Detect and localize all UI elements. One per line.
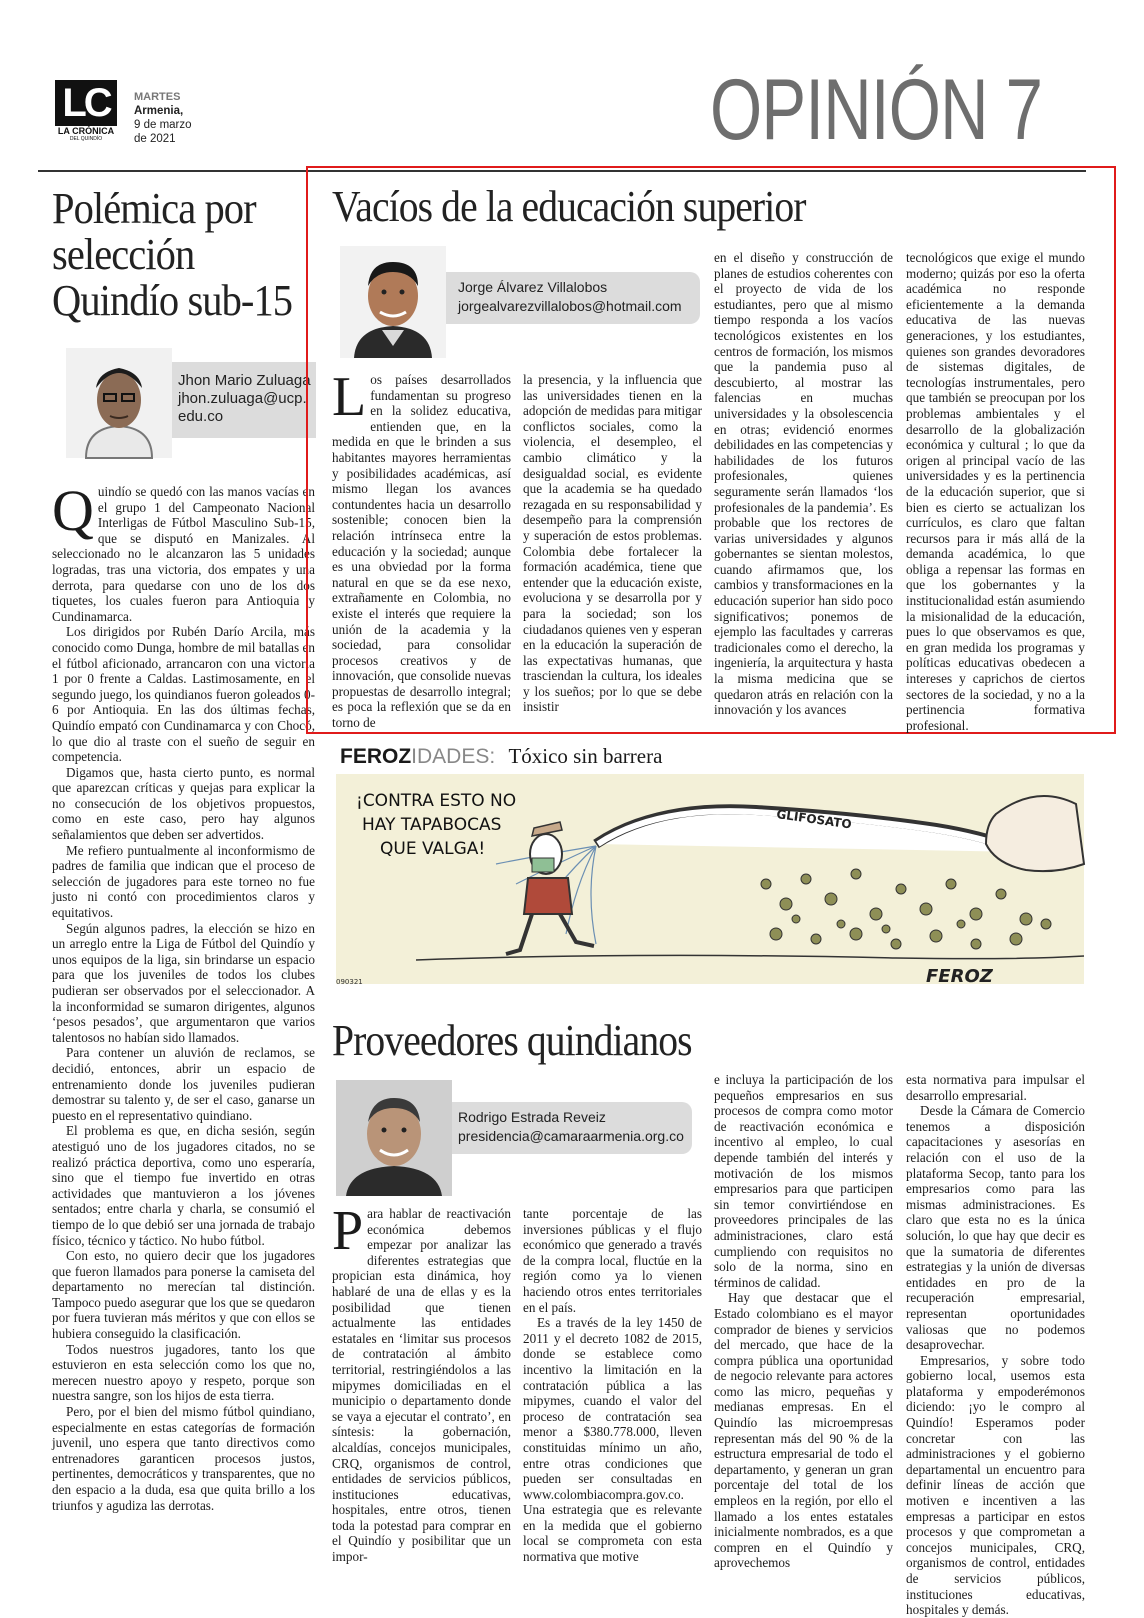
- section-title: OPINIÓN 7: [710, 62, 1043, 158]
- left-author-name: Jhon Mario Zuluaga: [178, 372, 311, 389]
- issue-date-line2: de 2021: [134, 133, 176, 145]
- cartoon-date-code: 090321: [336, 978, 363, 986]
- issue-day: MARTES: [134, 91, 181, 103]
- bottom-dropcap: P: [332, 1200, 364, 1262]
- cartoon-speech-2: HAY TAPABOCAS: [362, 815, 502, 835]
- top-col-3: en el diseño y construcción de planes de estudios coherentes con el proyecto de vida de los estudiantes, pero que al mismo tiempo responda a los vacíos tecnológicos existentes en los centros de formación, los mismos que la pandemia puso al descubierto, al mostrar las falencias en muchas universidades y la obsolescencia en otras; evidenció enormes debilidades en las competencias y habilidades de los futuros profesionales, quienes seguramente serán llamados ‘los profesionales de la pandemia’. Es probable que los rectores de varias universidades y algunos gobernantes se sientan molestos, cuando afirmamos que, los cambios y transformaciones en la educación superior han sido poco significativos; ponemos de ejemplo las facultades y carreras tradicionales como el derecho, la ingeniería, la arquitectura y hasta la misma medicina que se quedaron atrás en relación con la innovación y los avances: [714, 250, 893, 718]
- top-col-2: la presencia, y la influencia que las universidades tienen en la adopción de medidas para mitigar conflictos sociales, como la violencia, el desempleo, el cambio climático y la desigualdad social, es evidente que la academia se ha quedado rezagada en su responsabilidad y desempeño para la comprensión y superación de estos problemas. Colombia debe fortalecer la formación académica, tiene que entender que la educación existe, evoluciona y se desarrolla por y para la sociedad; son los ciudadanos quienes ven y esperan en la educación la superación de las expectativas humanas, que trasciendan la cultura, los ideales y los sueños; por lo que se debe insistir: [523, 372, 702, 715]
- cartoon-speech-3: QUE VALGA!: [380, 839, 486, 859]
- bottom-author-name: Rodrigo Estrada Reveiz: [458, 1109, 606, 1125]
- bottom-col-2: tante porcentaje de las inversiones públicas y el flujo económico que generado a través de la compra local, fluctúe en la región como ya lo vienen haciendo otros entes territoriales en el país. Es a través de la ley 1450 de 2011 y el decreto 1082 de 2015, donde se establece como incentivo la limitación en la contratación pública a las mipymes, cuando el valor del proceso de contratación sea menor a $380.778.000, lleven constituidas mínimo un año, entre otras condiciones que pueden ser consultadas en www.colombiacompra.gov.co. Una estrategia que es relevante en la medida que el gobierno local se comprometa con esta normativa que motive: [523, 1206, 702, 1565]
- bottom-article-title: Proveedores quindianos: [332, 1016, 692, 1065]
- left-author-photo: [66, 348, 172, 458]
- cartoon-title: Tóxico sin barrera: [508, 744, 663, 768]
- bottom-col-3: e incluya la participación de los pequeños empresarios en sus procesos de compra como motor de reactivación económica e incentivo al empleo, lo cual depende también del interés y motivación de los mismos empresarios para que participen sin temor convirtiéndose en proveedores principales de las administraciones, claro está cumpliendo con requisitos no solo de la norma, sino en términos de calidad. Hay que destacar que el Estado colombiano es el mayor comprador de bienes y servicios del mercado, que hace de la compra pública una oportunidad de negocio relevante para actores como las micro, pequeñas y medianas empresas. En el Quindío las microempresas representan más del 90 % de la estructura empresarial de todo el departamento, y generan un gran porcentaje del total de los empleos en la región, por ello el llamado a los entes estatales inicialmente nombrados, es a que compren en el Quindío y aprovechemos: [714, 1072, 893, 1571]
- left-article-title: Polémica por selección Quindío sub-15: [52, 184, 293, 325]
- issue-date-line1: 9 de marzo: [134, 119, 192, 131]
- top-author-email: jorgealvarezvillalobos@hotmail.com: [458, 298, 682, 314]
- top-author-photo: [340, 246, 446, 358]
- bottom-author-photo: [336, 1080, 452, 1196]
- bottom-col-4: esta normativa para impulsar el desarrollo empresarial. Desde la Cámara de Comercio tenemos a disposición capacitaciones y asesorías en relación con el uso de la plataforma Secop, tanto para los empresarios como para las mismas administraciones. Es claro que esta no es la única solución, lo que hay que decir es que la sumatoria de diferentes estrategias y la unión de diversas entidades en pro de la recuperación empresarial, representan oportunidades valiosas que no podemos desaprovechar. Empresarios, y sobre todo gobierno local, usemos esta plataforma y empoderémonos diciendo: ¡yo le compro al Quindío! Esperamos poder concretar con las administraciones y el gobierno departamental un encuentro para definir líneas de acción que motiven e incentiven a las empresas a participar en estos procesos y que comprometan a concejos municipales, CRQ, organismos de control, entidades de servicios públicos, instituciones educativas, hospitales y demás.: [906, 1072, 1085, 1618]
- logo-name: LA CRÓNICA: [57, 126, 115, 136]
- cartoon-label-bold: FEROZ: [340, 745, 412, 768]
- top-article-title: Vacíos de la educación superior: [332, 182, 806, 231]
- left-dropcap: Q: [52, 478, 94, 543]
- cartoon-label-light: IDADES:: [411, 745, 496, 768]
- newspaper-logo: [55, 80, 117, 142]
- top-dropcap: L: [332, 366, 367, 428]
- cartoon-signature: FEROZ: [926, 966, 993, 987]
- cartoon-hose-text: GLIFOSATO: [775, 807, 853, 832]
- left-author-box: [148, 362, 316, 438]
- left-author-email-1: jhon.zuluaga@ucp.: [178, 390, 307, 407]
- top-col-4: tecnológicos que exige el mundo moderno; quizás por eso la oferta académica no responde eficientemente a la demanda educativa de las nuevas generaciones, y los estudiantes, quienes son grandes devoradores de sistemas digitales, de tecnologías instrumentales, pero que también se preocupan por los problemas ambientales y el desarrollo de la globalización económica y cultural ; lo que da origen al principal vacío de las universidades y es la pertinencia de la educación superior, que si bien es cierto se actualizan los currículos, es claro que faltan recursos para ir más allá de la demanda académica, lo que obliga a repensar las formas en que los gobernantes y la institucionalidad están asumiendo la misionalidad de la educación, pues lo que observamos es que, en gran medida los programas y políticas educativas obedecen a intereses y caprichos de ciertos sectores de la sociedad, y no a la pertinencia formativa profesional.: [906, 250, 1085, 733]
- left-author-email-2: edu.co: [178, 408, 224, 425]
- logo-letters: LC: [55, 80, 117, 126]
- top-author-name: Jorge Álvarez Villalobos: [458, 279, 608, 295]
- bottom-author-email: presidencia@camaraarmenia.org.co: [458, 1128, 684, 1144]
- issue-city: Armenia,: [134, 105, 184, 117]
- issue-date: [134, 90, 192, 146]
- top-col-1: Los países desarrollados fundamentan su progreso en la solidez educativa, entienden que, en la medida en que le brinden a sus habitantes mayores herramientas y posibilidades académicas, así mismo llegan los avances contundentes hacia un desarrollo sostenible; conocen bien la relación intrínseca entre la educación y la sociedad; aunque es una obviedad por la forma natural en que se da ese nexo, extrañamente en Colombia, no existe el interés que requiere la unión de la academia y la sociedad, para consolidar procesos creativos y de innovación, que consolide nuevas propuestas de desarrollo integral; es poca la reflexión que se da en torno de: [332, 366, 511, 731]
- cartoon-header: [340, 744, 662, 769]
- bottom-col-1: Para hablar de reactivación económica debemos empezar por analizar las diferentes estrategias que propician esta dinámica, hoy hablaré de una de ellas y es la posibilidad que tienen actualmente las entidades estatales en ‘limitar sus procesos de contratación al ámbito territorial, restringiéndolos a las mipymes domiciliadas en el municipio o departamento donde se vaya a ejecutar el contrato’, en síntesis: la gobernación, alcaldías, concejos municipales, CRQ, organismos de control, entidades de servicios públicos, instituciones educativas, hospitales, entre otros, tienen toda la potestad para comprar en el Quindío y posibilitar que un impor-: [332, 1200, 511, 1565]
- logo-subtitle: DEL QUINDÍO: [69, 136, 103, 142]
- left-article-body: Quindío se quedó con las manos vacías en el grupo 1 del Campeonato Nacional Interligas de Fútbol Masculino Sub-15, que se disputó en Manizales. Al seleccionado no le alcanzaron las 5 unidades logradas, tras una victoria, dos empates y una derrota, para quedarse con uno de los dos tiquetes, los cuales fueron para Antioquia y Cundinamarca. Los dirigidos por Rubén Darío Arcila, más conocido como Dunga, hombre de mil batallas en el fútbol aficionado, arrancaron con una victoria 1 por 0 frente a Caldas. Lastimosamente, en el segundo juego, los quindianos fueron goleados 0-6 por Antioquia. En las dos últimas fechas, Quindío empató con Cundinamarca y con Chocó, lo que dio al traste con el sueño de seguir en competencia. Digamos que, hasta cierto punto, es normal que aparezcan críticas y quejas para explicar la no consecución de los objetivos propuestos, como en este caso, pero hay algunos señalamientos que deben ser advertidos. Me refiero puntualmente al inconformismo de padres de familia que indican que el proceso de selección de jugadores para este torneo no fue justo ni contó con procedimientos claros y equitativos. Según algunos padres, la elección se hizo en un arreglo entre la Liga de Fútbol del Quindío y unos equipos de la liga, sin brindarse un espacio para que los juveniles de todos los clubes pudieran ser observados por el seleccionador. A la inconformidad se sumaron dirigentes, algunos ‘pesos pesados’, que argumentaron que varios talentosos no habían sido llamados. Para contener un aluvión de reclamos, se decidió, entonces, abrir un espacio de entrenamiento donde los juveniles pudieran demostrar su talento y, de ser el caso, ganarse un puesto en el representativo quindiano. El problema es que, en dicha sesión, según atestiguó uno de los jugadores citados, no se realizó práctica deportiva, como uno esperaría, sino que el tiempo fue invertido en otras actividades que mantuvieron a los jóvenes sentados; entre charla y charla, se consumió el tiempo de lo que debió ser una jornada de trabajo físico, técnico y táctico. No hubo fútbol. Con esto, no quiero decir que los jugadores que fueron llamados para ponerse la camiseta del departamento no merecían tal distinción. Tampoco puedo asegurar que los que se quedaron por fuera tuvieran más méritos y que con ellos se hubiera conseguido la clasificación. Todos nuestros jugadores, tanto los que estuvieron en esta selección como los que no, merecen nuestro apoyo y respeto, porque son nuestra sangre, son los hijos de esta tierra. Pero, por el bien del mismo fútbol quindiano, especialmente en estas categorías de formación juvenil, uno espera que tanto directivos como entrenadores garanticen procesos justos, pertinentes, democráticos y transparentes, que no den espacio a la duda, esa que quita brillo a los triunfos y agudiza las derrotas.: [52, 478, 315, 1513]
- cartoon-illustration: [336, 774, 1084, 998]
- cartoon-speech-1: ¡CONTRA ESTO NO: [356, 791, 517, 811]
